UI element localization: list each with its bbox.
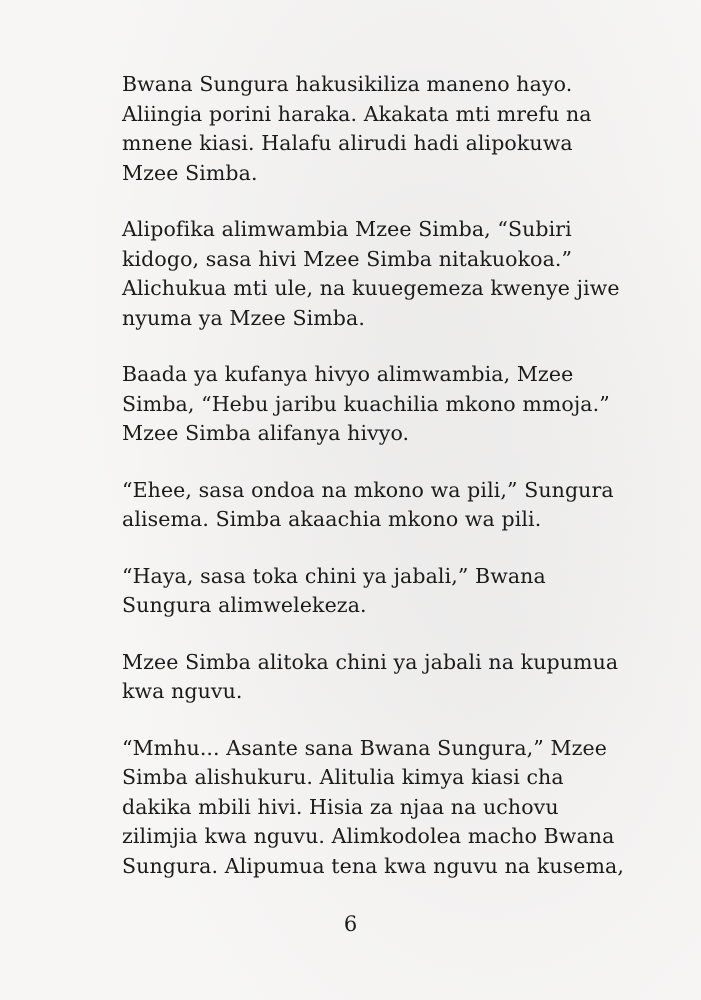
paragraph-6 (122, 648, 642, 707)
text-line: alisema. Simba akaachia mkono wa pili. (122, 507, 542, 531)
text-line: “Haya, sasa toka chini ya jabali,” Bwana (122, 563, 546, 588)
paragraph-2 (122, 215, 642, 333)
text-line: Sungura. Alipumua tena kwa nguvu na kusema, (122, 853, 624, 878)
text-line: Baada ya kufanya hivyo alimwambia, Mzee (122, 362, 574, 386)
text-line: Simba, “Hebu jaribu kuachilia mkono mmoja.” (122, 391, 610, 416)
paragraph-1 (122, 70, 642, 188)
text-line: Simba alishukuru. Alitulia kimya kiasi cha (122, 765, 564, 789)
text-line: Mzee Simba alifanya hivyo. (122, 421, 410, 445)
text-line: “Mmhu... Asante sana Bwana Sungura,” Mzee (122, 735, 607, 760)
text-line: Mzee Simba. (122, 160, 258, 185)
text-line: kidogo, sasa hivi Mzee Simba nitakuokoa.” (122, 246, 573, 271)
text-line: Mzee Simba alitoka chini ya jabali na kupumua (122, 649, 619, 674)
story-text (122, 70, 642, 908)
text-line: nyuma ya Mzee Simba. (122, 305, 365, 330)
text-line: mnene kiasi. Halafu alirudi hadi alipokuwa (122, 131, 573, 155)
text-line: “Ehee, sasa ondoa na mkono wa pili,” Sungura (122, 477, 614, 502)
text-line: zilimjia kwa nguvu. Alimkodolea macho Bwana (122, 824, 615, 848)
paragraph-5 (122, 562, 642, 621)
paragraph-7 (122, 734, 642, 882)
text-line: kwa nguvu. (122, 679, 243, 703)
text-line: Bwana Sungura hakusikiliza maneno hayo. (122, 72, 573, 96)
page-number: 6 (343, 912, 358, 936)
text-line: dakika mbili hivi. Hisia za njaa na uchovu (122, 794, 559, 819)
paragraph-3 (122, 360, 642, 449)
text-line: Alipofika alimwambia Mzee Simba, “Subiri (122, 217, 572, 241)
text-line: Sungura alimwelekeza. (122, 593, 367, 617)
paragraph-4 (122, 476, 642, 535)
text-line: Aliingia porini haraka. Akakata mti mrefu na (122, 101, 592, 126)
text-line: Alichukua mti ule, na kuuegemeza kwenye jiwe (122, 276, 620, 300)
